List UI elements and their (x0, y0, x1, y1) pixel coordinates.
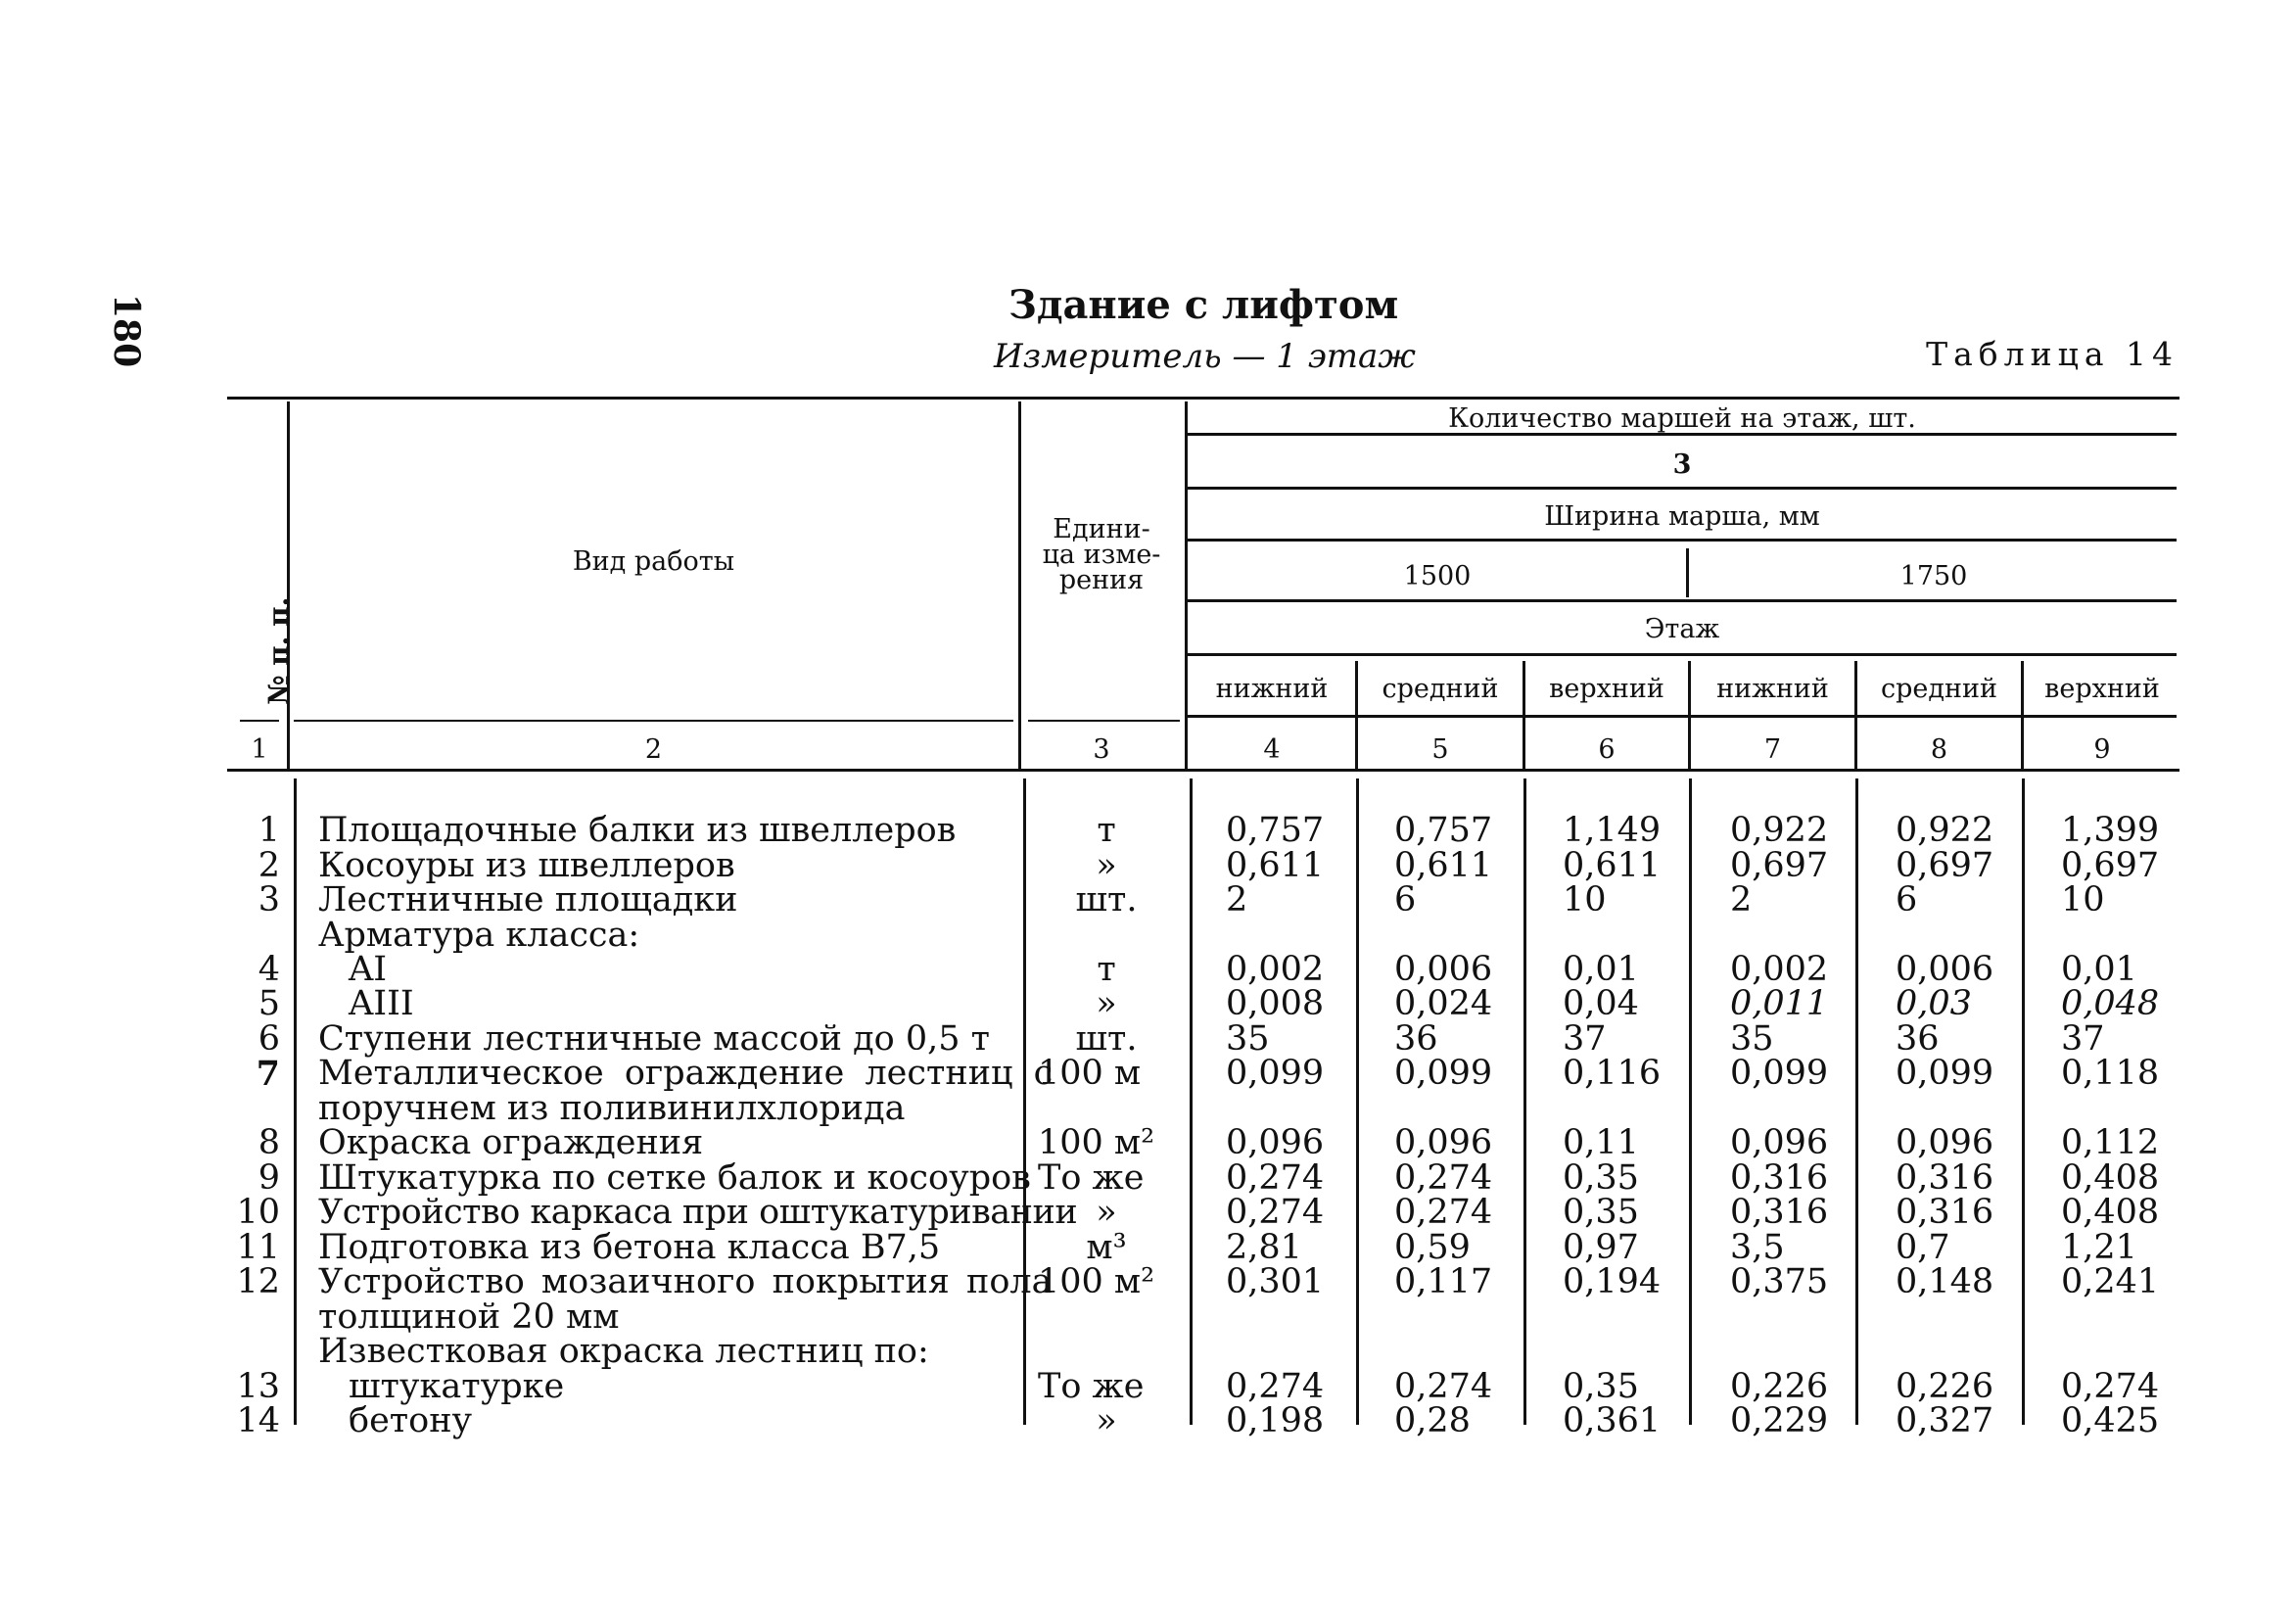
value: 35 (1226, 1019, 1270, 1059)
value: 0,194 (1563, 1262, 1662, 1301)
value: 0,117 (1394, 1262, 1493, 1301)
table-row-continuation (0, 1089, 2296, 1128)
value: 0,408 (2061, 1158, 2160, 1198)
table-row (0, 1193, 2296, 1232)
work-name: Металлическое ограждение лестниц с (318, 1054, 1054, 1093)
value: 0,006 (1394, 950, 1493, 989)
table-row (0, 950, 2296, 989)
value: 2,81 (1226, 1228, 1302, 1267)
header-rule (1188, 599, 2177, 602)
value: 0,03 (1896, 984, 1972, 1023)
value: 37 (2061, 1019, 2105, 1059)
work-name: Косоуры из швеллеров (318, 846, 735, 885)
value: 0,096 (1896, 1123, 1994, 1162)
unit: » (1096, 1193, 1117, 1232)
flight-width-header: Ширина марша, мм (1544, 501, 1820, 532)
value: 0,274 (1394, 1158, 1493, 1198)
header-rule (294, 720, 1013, 722)
value: 0,316 (1730, 1158, 1829, 1198)
column-number: 6 (1598, 734, 1616, 765)
value: 0,226 (1730, 1367, 1829, 1406)
work-name: Ступени лестничные массой до 0,5 т (318, 1019, 991, 1059)
unit: 100 м² (1038, 1262, 1155, 1301)
row-number: 8 (258, 1123, 280, 1162)
row-number: 11 (236, 1228, 280, 1267)
value: 0,11 (1563, 1123, 1639, 1162)
table-label: Таблица 14 (1926, 335, 2179, 373)
value: 2 (1730, 880, 1753, 919)
width-1750-header: 1750 (1899, 561, 1968, 591)
unit-header: Едини- ца изме- рения (1042, 514, 1161, 595)
unit: 100 м (1038, 1054, 1142, 1093)
value: 0,099 (1226, 1054, 1325, 1093)
value: 0,35 (1563, 1367, 1639, 1406)
table-row (0, 1228, 2296, 1267)
work-name: Площадочные балки из швеллеров (318, 811, 957, 850)
value: 0,361 (1563, 1401, 1662, 1440)
unit: » (1096, 1401, 1117, 1440)
value: 0,099 (1730, 1054, 1829, 1093)
unit: 100 м² (1038, 1123, 1155, 1162)
row-number: 10 (236, 1193, 280, 1232)
header-rule (1188, 653, 2177, 656)
value: 0,01 (1563, 950, 1639, 989)
value: 0,198 (1226, 1401, 1325, 1440)
column-number: 2 (644, 734, 663, 765)
header-rule (240, 720, 279, 722)
row-number-header: № п. п. (262, 596, 295, 705)
value: 0,316 (1896, 1158, 1994, 1198)
flights-value: 3 (1672, 449, 1692, 480)
value: 6 (1896, 880, 1918, 919)
value: 0,59 (1394, 1228, 1471, 1267)
table-row-continuation (0, 1297, 2296, 1337)
unit: То же (1038, 1367, 1145, 1406)
value: 0,611 (1394, 846, 1493, 885)
floor-column-header: нижний (1716, 674, 1829, 704)
unit: шт. (1075, 1019, 1138, 1059)
work-name: Лестничные площадки (318, 880, 738, 919)
row-number: 9 (258, 1158, 280, 1198)
value: 0,099 (1896, 1054, 1994, 1093)
table-row (0, 1054, 2296, 1094)
table-row (0, 1367, 2296, 1406)
table-row (0, 1019, 2296, 1059)
row-number: 5 (258, 984, 280, 1023)
unit: шт. (1075, 880, 1138, 919)
table-row (0, 880, 2296, 919)
row-number: 7 (256, 1054, 280, 1094)
column-number: 8 (1930, 734, 1948, 765)
value: 0,096 (1394, 1123, 1493, 1162)
value: 0,274 (2061, 1367, 2160, 1406)
value: 0,922 (1730, 811, 1829, 850)
table-row (0, 1123, 2296, 1162)
value: 0,274 (1394, 1193, 1493, 1232)
value: 0,099 (1394, 1054, 1493, 1093)
column-number: 3 (1093, 734, 1110, 765)
column-number: 4 (1263, 734, 1281, 765)
header-divider (287, 401, 290, 769)
value: 0,611 (1226, 846, 1325, 885)
unit: » (1096, 846, 1117, 885)
row-number: 6 (258, 1019, 280, 1059)
width-1500-header: 1500 (1403, 561, 1472, 591)
value: 0,274 (1394, 1367, 1493, 1406)
table-row (0, 811, 2296, 850)
value: 0,35 (1563, 1158, 1639, 1198)
value: 0,274 (1226, 1158, 1325, 1198)
value: 0,116 (1563, 1054, 1662, 1093)
page-title: Здание с лифтом (1008, 282, 1399, 328)
column-number: 7 (1763, 734, 1782, 765)
value: 0,226 (1896, 1367, 1994, 1406)
table-row (0, 846, 2296, 885)
work-name: AIII (349, 984, 414, 1023)
value: 0,757 (1226, 811, 1325, 850)
value: 0,04 (1563, 984, 1639, 1023)
value: 0,611 (1563, 846, 1662, 885)
unit: » (1096, 984, 1117, 1023)
work-name: AI (349, 950, 388, 989)
table-row (0, 1262, 2296, 1301)
value: 0,97 (1563, 1228, 1639, 1267)
floor-header: Этаж (1644, 614, 1720, 644)
value: 0,148 (1896, 1262, 1994, 1301)
value: 0,425 (2061, 1401, 2160, 1440)
value: 0,112 (2061, 1123, 2160, 1162)
floor-column-header: средний (1382, 674, 1499, 704)
value: 0,28 (1394, 1401, 1471, 1440)
work-group-name: Известковая окраска лестниц по: (318, 1332, 929, 1371)
value: 0,7 (1896, 1228, 1950, 1267)
value: 0,002 (1730, 950, 1829, 989)
value: 0,697 (1896, 846, 1994, 885)
value: 10 (2061, 880, 2105, 919)
value: 0,697 (2061, 846, 2160, 885)
value: 0,375 (1730, 1262, 1829, 1301)
work-name-continuation: толщиной 20 мм (318, 1297, 620, 1337)
work-name: штукатурке (349, 1367, 565, 1406)
value: 0,118 (2061, 1054, 2160, 1093)
column-number: 9 (2093, 734, 2111, 765)
floor-column-header: нижний (1215, 674, 1329, 704)
value: 0,35 (1563, 1193, 1639, 1232)
row-number: 4 (258, 950, 280, 989)
value: 0,274 (1226, 1367, 1325, 1406)
header-rule (1028, 720, 1180, 722)
value: 1,399 (2061, 811, 2160, 850)
value: 36 (1394, 1019, 1438, 1059)
value: 0,327 (1896, 1401, 1994, 1440)
work-type-header: Вид работы (572, 546, 735, 577)
floor-column-header: верхний (1549, 674, 1664, 704)
work-name: бетону (349, 1401, 473, 1440)
value: 0,274 (1226, 1193, 1325, 1232)
value: 35 (1730, 1019, 1774, 1059)
value: 0,697 (1730, 846, 1829, 885)
unit: То же (1038, 1158, 1145, 1198)
value: 3,5 (1730, 1228, 1785, 1267)
work-name: Штукатурка по сетке балок и косоуров (318, 1158, 1031, 1198)
header-rule (1188, 539, 2177, 542)
value: 0,229 (1730, 1401, 1829, 1440)
work-name-continuation: поручнем из поливинилхлорида (318, 1089, 906, 1128)
value: 0,011 (1730, 984, 1829, 1023)
work-name: Окраска ограждения (318, 1123, 704, 1162)
column-number: 5 (1431, 734, 1449, 765)
value: 0,408 (2061, 1193, 2160, 1232)
table-row (0, 1332, 2296, 1371)
floor-column-header: средний (1881, 674, 1997, 704)
unit: т (1097, 811, 1116, 850)
row-number: 12 (236, 1262, 280, 1301)
unit: т (1097, 950, 1116, 989)
measure-subtitle: Измеритель — 1 этаж (994, 337, 1416, 376)
table-row (0, 1401, 2296, 1440)
header-top-rule (227, 397, 2179, 400)
row-number: 3 (258, 880, 280, 919)
page-number: 180 (106, 294, 147, 368)
value: 2 (1226, 880, 1248, 919)
value: 6 (1394, 880, 1417, 919)
value: 0,316 (1730, 1193, 1829, 1232)
value: 0,008 (1226, 984, 1325, 1023)
column-number: 1 (251, 734, 268, 765)
value: 0,096 (1730, 1123, 1829, 1162)
value: 0,301 (1226, 1262, 1325, 1301)
header-bottom-rule (227, 769, 2179, 772)
row-number: 1 (258, 811, 280, 850)
value: 0,002 (1226, 950, 1325, 989)
header-divider (1018, 401, 1021, 769)
flights-per-floor-header: Количество маршей на этаж, шт. (1448, 403, 1916, 434)
value: 0,241 (2061, 1262, 2160, 1301)
value: 0,096 (1226, 1123, 1325, 1162)
value: 0,048 (2061, 984, 2160, 1023)
value: 0,024 (1394, 984, 1493, 1023)
work-name: Подготовка из бетона класса В7,5 (318, 1228, 941, 1267)
header-rule (1188, 487, 2177, 490)
value: 10 (1563, 880, 1607, 919)
table-row (0, 916, 2296, 955)
table-row (0, 984, 2296, 1023)
value: 1,149 (1563, 811, 1662, 850)
work-group-name: Арматура класса: (318, 916, 640, 955)
value: 36 (1896, 1019, 1940, 1059)
floor-column-header: верхний (2044, 674, 2160, 704)
table-row (0, 1158, 2296, 1198)
value: 0,922 (1896, 811, 1994, 850)
work-name: Устройство мозаичного покрытия пола (318, 1262, 1053, 1301)
work-name: Устройство каркаса при оштукатуривании (318, 1193, 1078, 1232)
header-rule (1188, 715, 2177, 718)
value: 0,006 (1896, 950, 1994, 989)
value: 37 (1563, 1019, 1607, 1059)
unit: м³ (1086, 1228, 1127, 1267)
row-number: 13 (236, 1367, 280, 1406)
value: 0,757 (1394, 811, 1493, 850)
value: 0,01 (2061, 950, 2137, 989)
value: 1,21 (2061, 1228, 2137, 1267)
value: 0,316 (1896, 1193, 1994, 1232)
row-number: 2 (258, 846, 280, 885)
row-number: 14 (236, 1401, 280, 1440)
